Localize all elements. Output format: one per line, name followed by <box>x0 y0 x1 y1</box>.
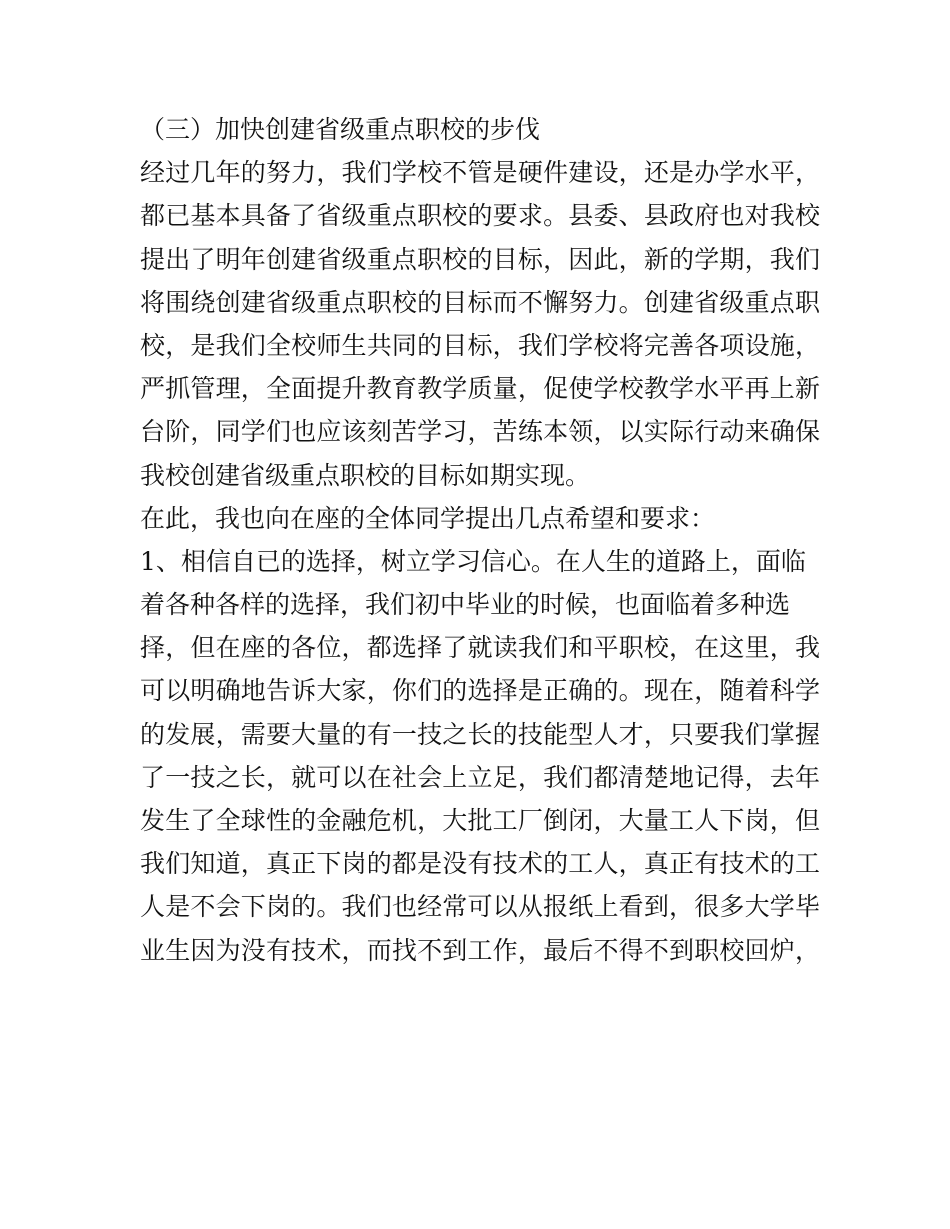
paragraph-line: 在此，我也向在座的全体同学提出几点希望和要求： <box>140 503 716 533</box>
paragraph-line: 严抓管理，全面提升教育教学质量，促使学校教学水平再上新 <box>140 374 820 404</box>
paragraph-line: 业生因为没有技术，而找不到工作，最后不得不到职校回炉， <box>140 935 820 965</box>
paragraph-line: 我们知道，真正下岗的都是没有技术的工人，真正有技术的工 <box>140 849 820 879</box>
paragraph-line: 都已基本具备了省级重点职校的要求。县委、县政府也对我校 <box>140 201 820 231</box>
section-heading: （三）加快创建省级重点职校的步伐 <box>140 115 541 144</box>
paragraph-line: 发生了全球性的金融危机，大批工厂倒闭，大量工人下岗，但 <box>140 806 820 835</box>
list-item-line: 1、相信自已的选择，树立学习信心。在人生的道路上，面临 <box>140 546 806 576</box>
paragraph-line: 可以明确地告诉大家，你们的选择是正确的。现在，随着科学 <box>140 676 820 706</box>
paragraph-line: 着各种各样的选择，我们初中毕业的时候，也面临着多种选 <box>140 590 791 620</box>
paragraph-line: 我校创建省级重点职校的目标如期实现。 <box>140 460 591 490</box>
paragraph-line: 人是不会下岗的。我们也经常可以从报纸上看到，很多大学毕 <box>140 892 820 922</box>
paragraph-line: 校，是我们全校师生共同的目标，我们学校将完善各项设施， <box>140 330 820 360</box>
paragraph-line: 台阶，同学们也应该刻苦学习，苦练本领，以实际行动来确保 <box>140 417 820 447</box>
paragraph-line: 经过几年的努力，我们学校不管是硬件建设，还是办学水平， <box>140 158 820 188</box>
document-body <box>140 108 820 972</box>
paragraph-line: 的发展，需要大量的有一技之长的技能型人才，只要我们掌握 <box>140 719 820 749</box>
paragraph-line: 将围绕创建省级重点职校的目标而不懈努力。创建省级重点职 <box>140 287 820 317</box>
paragraph-line: 了一技之长，就可以在社会上立足，我们都清楚地记得，去年 <box>140 762 820 792</box>
paragraph-line: 择，但在座的各位，都选择了就读我们和平职校，在这里，我 <box>140 633 820 663</box>
paragraph-line: 提出了明年创建省级重点职校的目标，因此，新的学期，我们 <box>140 244 820 274</box>
